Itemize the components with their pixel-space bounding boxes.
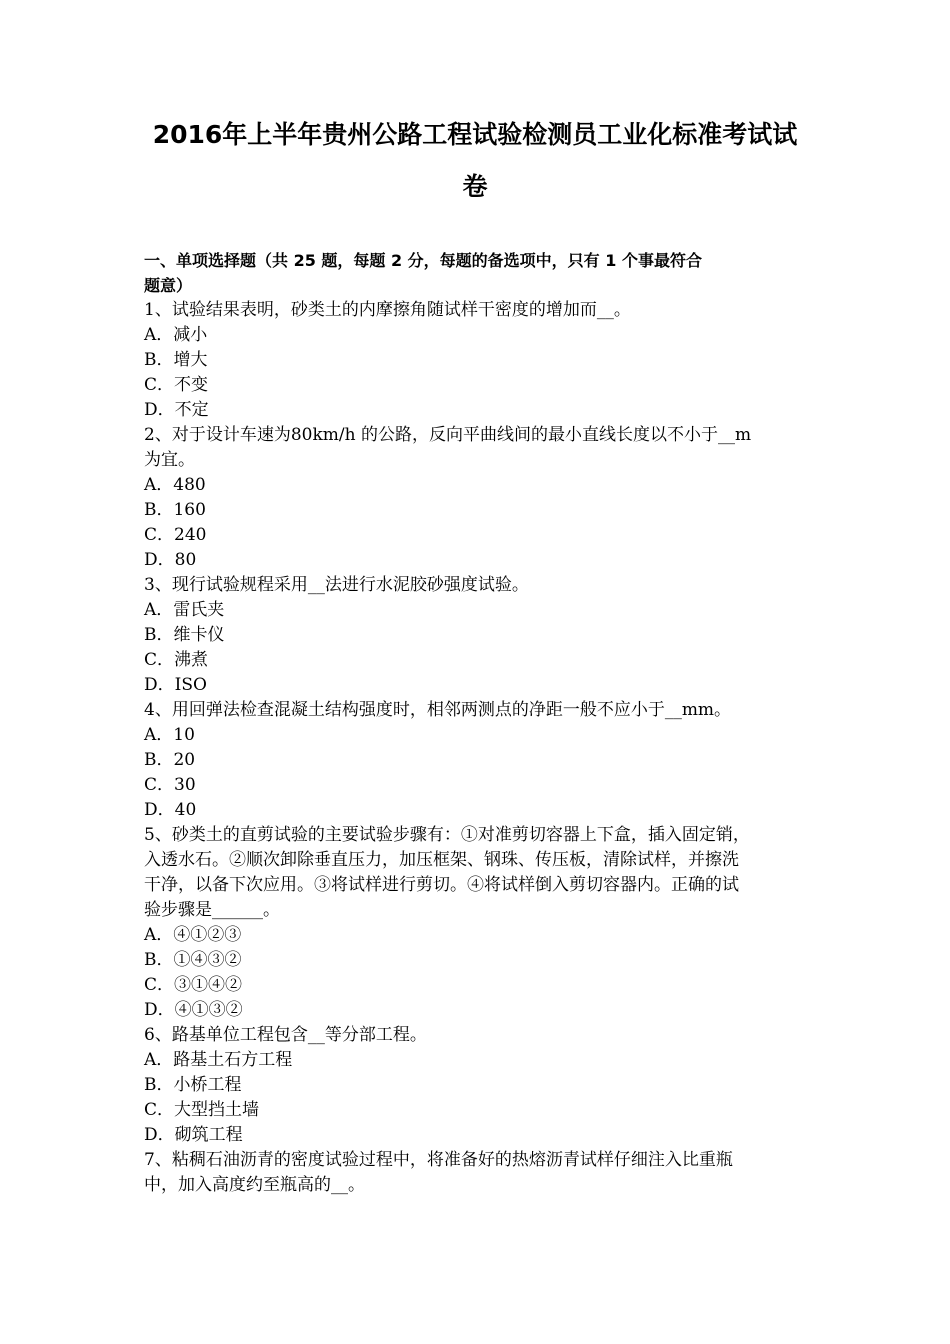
answer-option: B．小桥工程 xyxy=(144,1075,242,1095)
answer-option: A．10 xyxy=(144,725,195,745)
question-text-line: 中，加入高度约至瓶高的__。 xyxy=(144,1175,365,1195)
section-heading-line-1: 一、单项选择题（共 25 题，每题 2 分，每题的备选项中，只有 1 个事最符合 xyxy=(144,251,702,270)
answer-option: C．240 xyxy=(144,525,207,545)
answer-option: D．④①③② xyxy=(144,1000,243,1020)
answer-option: C．大型挡土墙 xyxy=(144,1100,260,1120)
answer-option: B．20 xyxy=(144,750,196,770)
answer-option: D．ISO xyxy=(144,675,207,695)
answer-option: B．①④③② xyxy=(144,950,242,970)
question-text-line: 6、路基单位工程包含__等分部工程。 xyxy=(144,1025,427,1045)
section-heading-line-2: 题意） xyxy=(144,276,193,295)
document-title-line-1: 2016年上半年贵州公路工程试验检测员工业化标准考试试 xyxy=(152,120,798,149)
question-text-line: 4、用回弹法检查混凝土结构强度时，相邻两测点的净距一般不应小于__mm。 xyxy=(144,700,732,720)
question-item xyxy=(144,423,824,573)
question-text-line: 7、粘稠石油沥青的密度试验过程中，将准备好的热熔沥青试样仔细注入比重瓶 xyxy=(144,1150,733,1170)
question-text-line: 1、试验结果表明，砂类土的内摩擦角随试样干密度的增加而__。 xyxy=(144,300,631,320)
answer-option: C．30 xyxy=(144,775,196,795)
document-body xyxy=(144,248,824,1198)
question-list xyxy=(144,298,824,1198)
question-text-line: 验步骤是______。 xyxy=(144,900,280,920)
question-text-line: 5、砂类土的直剪试验的主要试验步骤有：①对准剪切容器上下盒，插入固定销， xyxy=(144,825,750,845)
answer-option: B．维卡仪 xyxy=(144,625,225,645)
question-item xyxy=(144,573,824,698)
answer-option: C．不变 xyxy=(144,375,209,395)
answer-option: C．③①④② xyxy=(144,975,243,995)
question-item xyxy=(144,1148,824,1198)
answer-option: A．④①②③ xyxy=(144,925,242,945)
question-text-line: 3、现行试验规程采用__法进行水泥胶砂强度试验。 xyxy=(144,575,529,595)
answer-option: A．路基土石方工程 xyxy=(144,1050,293,1070)
answer-option: D．砌筑工程 xyxy=(144,1125,243,1145)
question-item xyxy=(144,698,824,823)
question-text-line: 为宜。 xyxy=(144,450,195,470)
answer-option: B．160 xyxy=(144,500,206,520)
question-item xyxy=(144,823,824,1023)
question-text-line: 2、对于设计车速为80km/h 的公路，反向平曲线间的最小直线长度以不小于__m xyxy=(144,425,752,445)
answer-option: A．减小 xyxy=(144,325,208,345)
answer-option: D．不定 xyxy=(144,400,209,420)
answer-option: D．40 xyxy=(144,800,197,820)
question-item xyxy=(144,1023,824,1148)
question-item xyxy=(144,298,824,423)
answer-option: A．480 xyxy=(144,475,206,495)
answer-option: B．增大 xyxy=(144,350,208,370)
answer-option: A．雷氏夹 xyxy=(144,600,225,620)
answer-option: D．80 xyxy=(144,550,197,570)
question-text-line: 入透水石。②顺次卸除垂直压力，加压框架、钢珠、传压板，清除试样，并擦洗 xyxy=(144,850,739,870)
question-text-line: 干净，以备下次应用。③将试样进行剪切。④将试样倒入剪切容器内。正确的试 xyxy=(144,875,739,895)
document-title-line-2: 卷 xyxy=(462,172,488,201)
answer-option: C．沸煮 xyxy=(144,650,209,670)
